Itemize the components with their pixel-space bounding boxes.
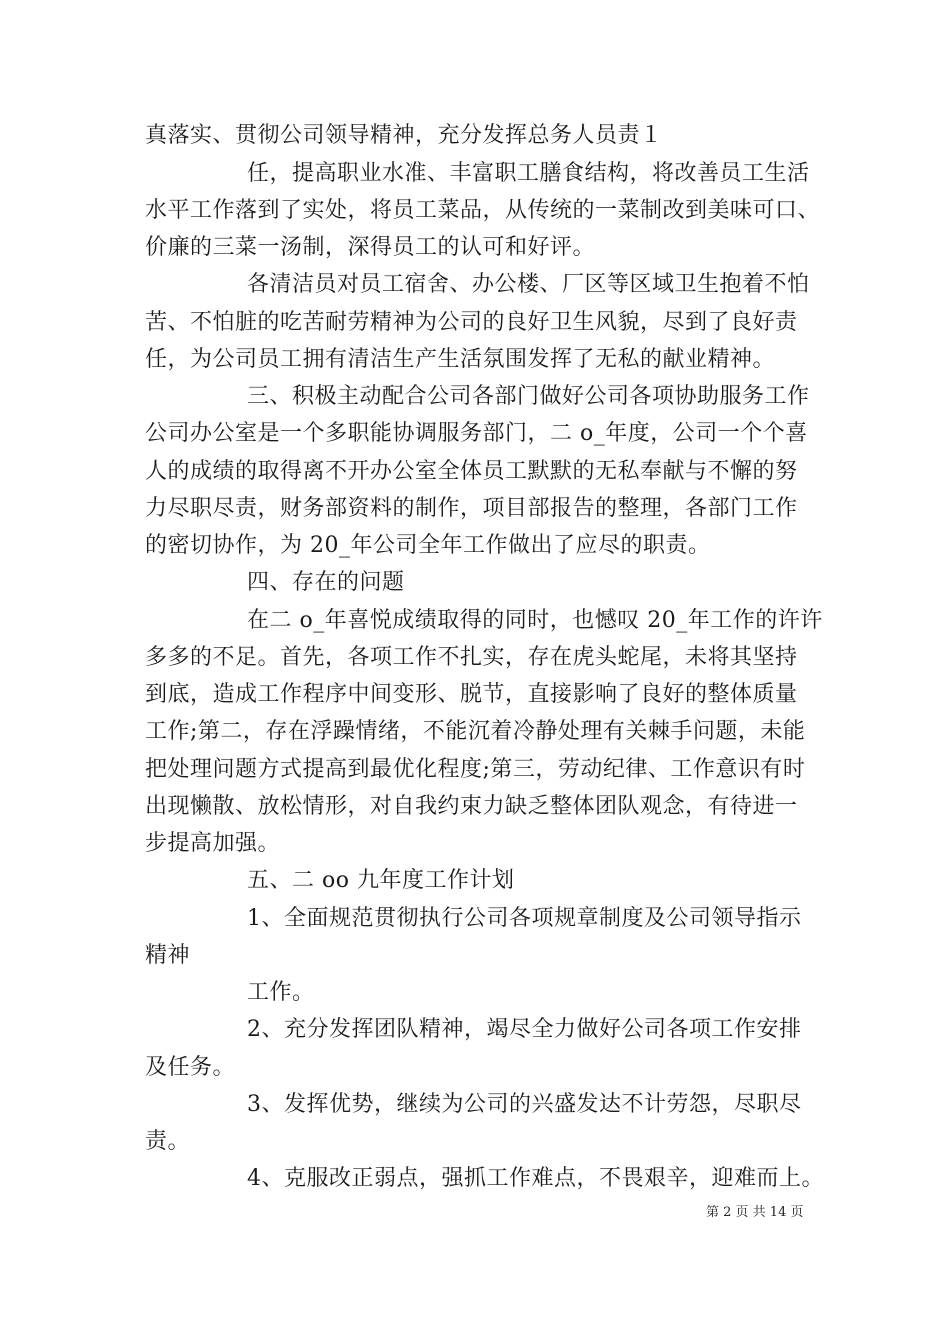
text-line-5: 各清洁员对员工宿舍、办公楼、厂区等区域卫生抱着不怕 (247, 272, 810, 297)
plan-item-1-cont: 精神 (145, 943, 191, 968)
plan-item-3: 3、发挥优势，继续为公司的兴盛发达不计劳怨，尽职尽 (247, 1092, 802, 1117)
text-line-20: 步提高加强。 (145, 831, 281, 856)
text-line-15: 多多的不足。首先，各项工作不扎实，存在虎头蛇尾，未将其坚持 (145, 645, 798, 670)
text-line-2: 任，提高职业水准、丰富职工膳食结构，将改善员工生活 (247, 161, 810, 186)
plan-item-1-cont-2: 工作。 (247, 980, 315, 1005)
text-line-9: 公司办公室是一个多职能协调服务部门，二 o_年度，公司一个个喜 (145, 421, 808, 446)
text-line-14: 在二 o_年喜悦成绩取得的同时，也憾叹 20_年工作的许许 (247, 608, 823, 633)
plan-item-3-cont: 责。 (145, 1129, 191, 1154)
text-line-16: 到底，造成工作程序中间变形、脱节，直接影响了良好的整体质量 (145, 682, 798, 707)
plan-item-1: 1、全面规范贯彻执行公司各项规章制度及公司领导指示 (247, 906, 802, 931)
text-line-6: 苦、不怕脏的吃苦耐劳精神为公司的良好卫生风貌，尽到了良好责 (145, 310, 798, 335)
plan-item-4: 4、克服改正弱点，强抓工作难点，不畏艰辛，迎难而上。 (247, 1166, 824, 1191)
text-line-4: 价廉的三菜一汤制，深得员工的认可和好评。 (145, 235, 596, 260)
text-line-17: 工作;第二，存在浮躁情绪，不能沉着冷静处理有关棘手问题，未能 (145, 719, 806, 744)
text-line-11: 力尽职尽责，财务部资料的制作，项目部报告的整理，各部门工作 (145, 496, 798, 521)
page-number-footer: 第 2 页 共 14 页 (706, 1205, 804, 1220)
text-line-3: 水平工作落到了实处，将员工菜品，从传统的一菜制改到美味可口、 (145, 198, 821, 223)
plan-item-2: 2、充分发挥团队精神，竭尽全力做好公司各项工作安排 (247, 1017, 802, 1042)
text-line-18: 把处理问题方式提高到最优化程度;第三，劳动纪律、工作意识有时 (145, 757, 806, 782)
section-heading-4: 四、存在的问题 (247, 570, 405, 595)
section-heading-5: 五、二 oo 九年度工作计划 (247, 868, 515, 893)
text-line-1: 真落实、贯彻公司领导精神，充分发挥总务人员责１ (145, 123, 663, 148)
plan-item-2-cont: 及任务。 (145, 1055, 236, 1080)
text-line-10: 人的成绩的取得离不开办公室全体员工默默的无私奉献与不懈的努 (145, 459, 798, 484)
text-line-12: 的密切协作，为 20_年公司全年工作做出了应尽的职责。 (145, 533, 711, 558)
text-line-19: 出现懒散、放松情形，对自我约束力缺乏整体团队观念，有待进一 (145, 794, 798, 819)
section-heading-3: 三、积极主动配合公司各部门做好公司各项协助服务工作 (247, 384, 810, 409)
text-line-7: 任，为公司员工拥有清洁生产生活氛围发挥了无私的献业精神。 (145, 347, 776, 372)
